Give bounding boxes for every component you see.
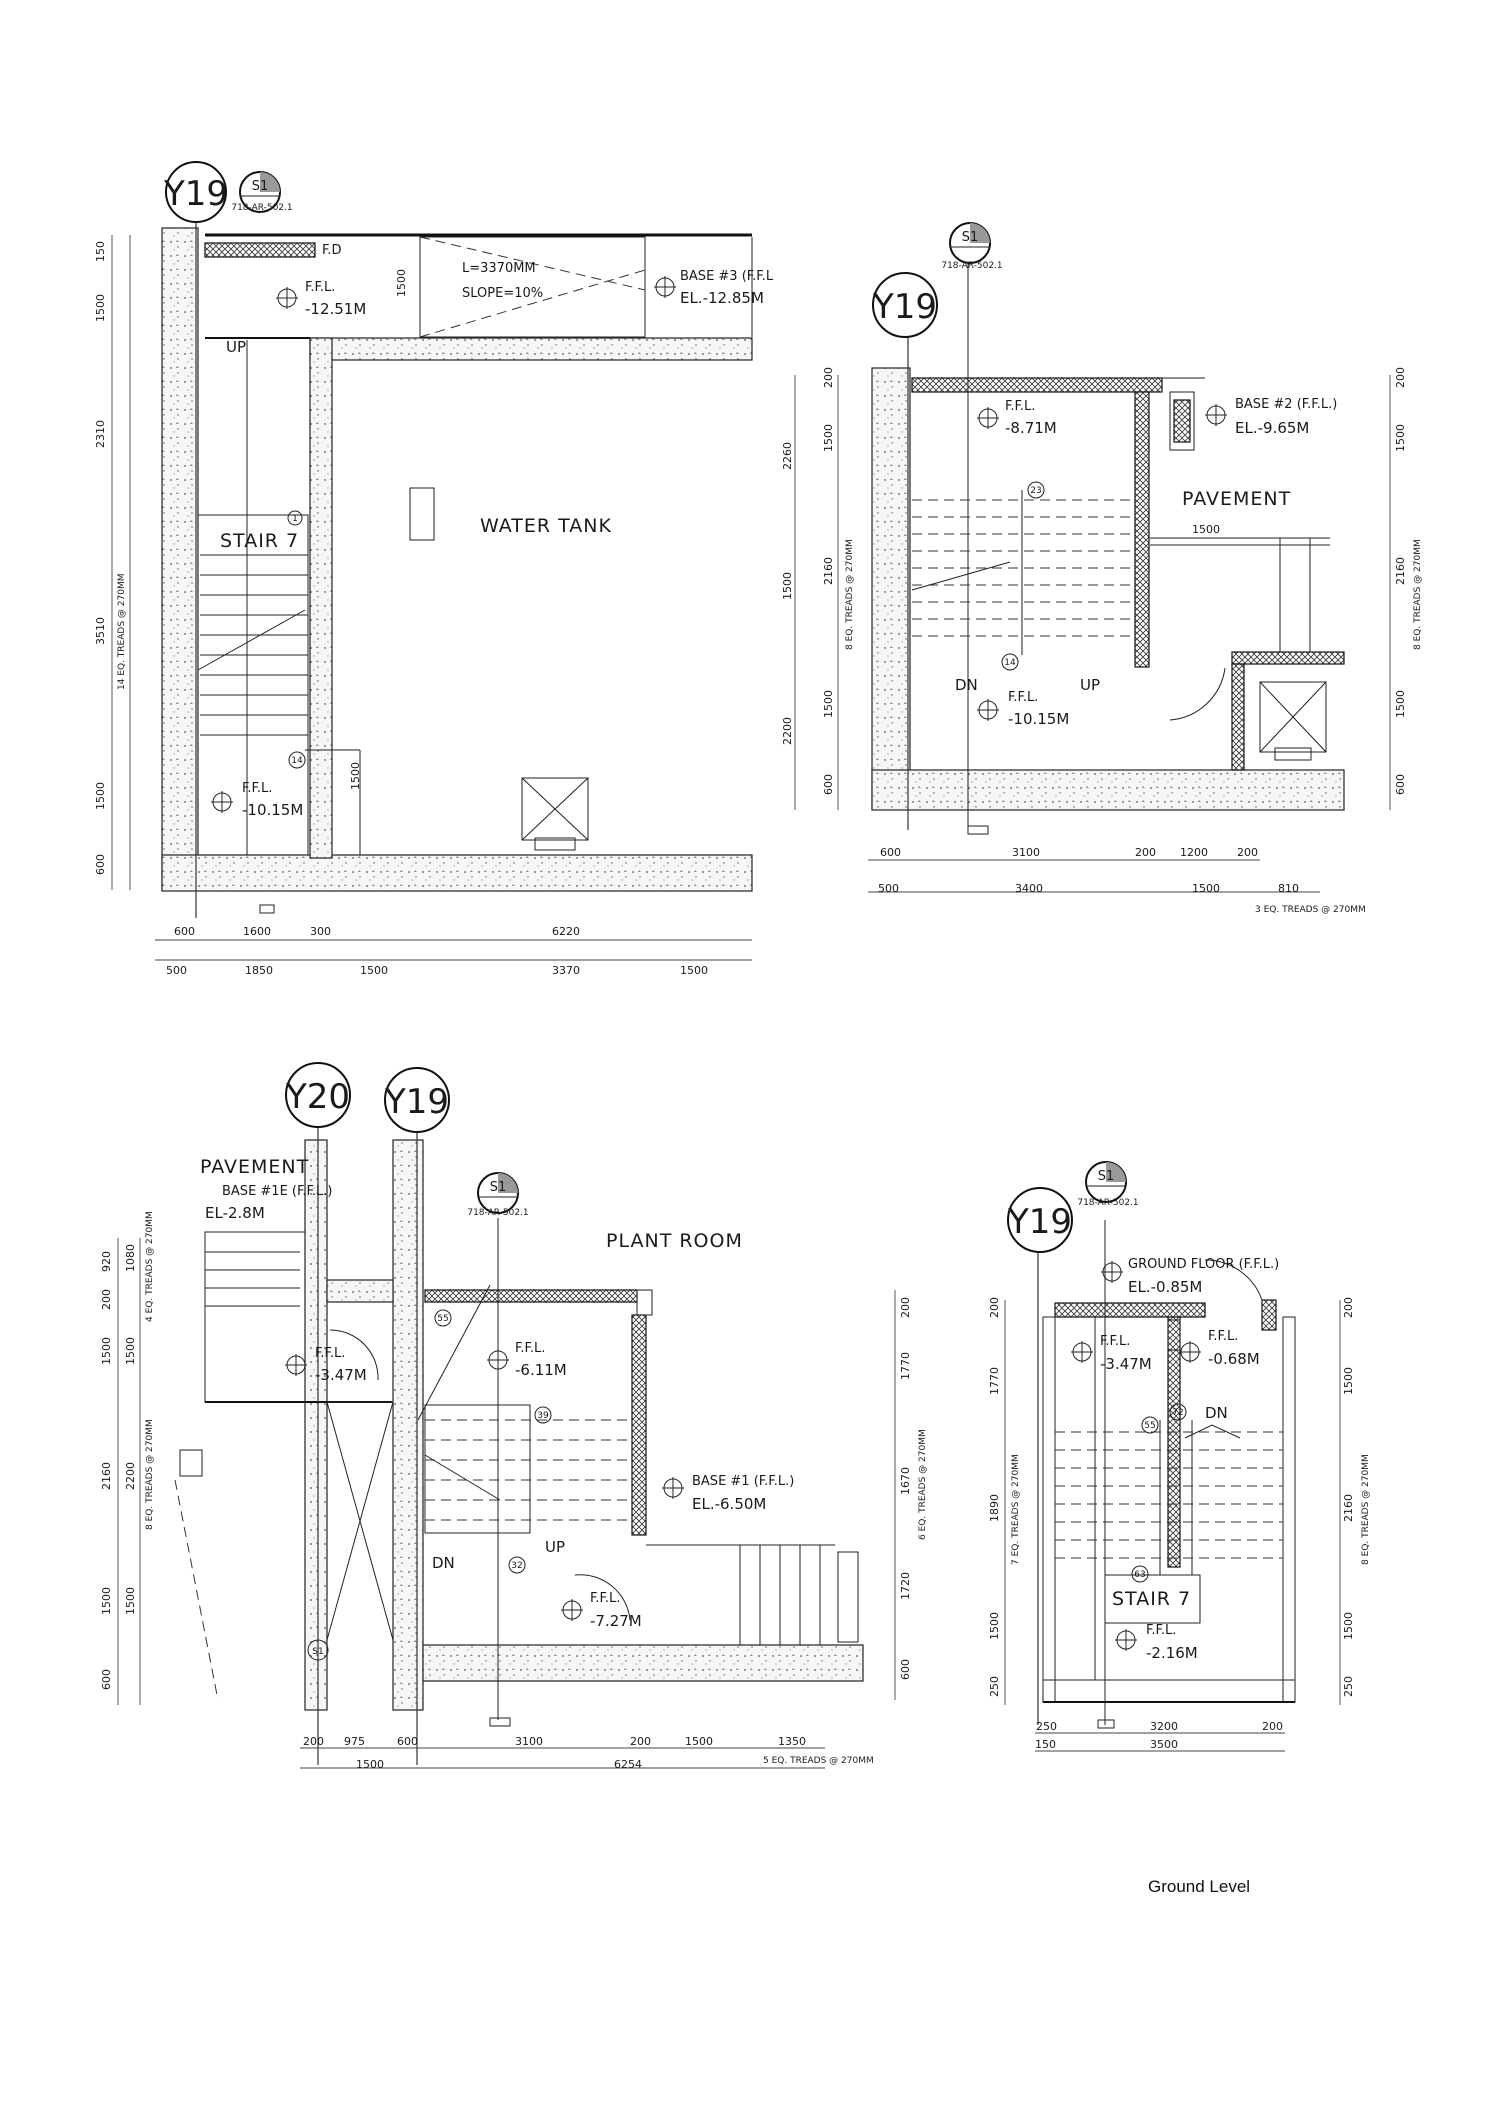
svg-text:150: 150 <box>94 241 107 262</box>
plan-a-vertical-dims <box>94 241 127 875</box>
plan-d-node-63: 63 <box>1134 1570 1146 1580</box>
plan-c-up: UP <box>545 1538 566 1556</box>
plan-b-stair-treads <box>912 500 1135 636</box>
plan-d-gf-label: GROUND FLOOR (F.F.L.) <box>1128 1257 1280 1272</box>
plan-b-room-label: PAVEMENT <box>1182 488 1292 510</box>
sheet-caption: Ground Level <box>1148 1877 1251 1896</box>
svg-text:S1: S1 <box>489 1180 507 1195</box>
svg-text:6 EQ. TREADS @ 270MM: 6 EQ. TREADS @ 270MM <box>918 1429 928 1540</box>
svg-text:2160: 2160 <box>1394 557 1407 585</box>
plan-d-node-72: 72 <box>1172 1408 1184 1418</box>
svg-text:1500: 1500 <box>100 1337 113 1365</box>
svg-text:500: 500 <box>878 882 899 895</box>
plan-c-node-39: 39 <box>537 1411 549 1421</box>
svg-text:150: 150 <box>1035 1738 1056 1751</box>
svg-text:1500: 1500 <box>356 1758 384 1771</box>
svg-text:200: 200 <box>1237 846 1258 859</box>
svg-text:1350: 1350 <box>778 1735 806 1748</box>
plan-c-ffl-c-label: F.F.L. <box>590 1591 621 1606</box>
plan-c-bottom-dims <box>303 1735 874 1771</box>
plan-d-ffl-c-label: F.F.L. <box>1146 1623 1177 1638</box>
svg-text:200: 200 <box>630 1735 651 1748</box>
svg-text:8 EQ. TREADS @ 270MM: 8 EQ. TREADS @ 270MM <box>845 539 855 650</box>
plan-b-base-value: EL.-9.65M <box>1235 419 1310 437</box>
svg-text:3100: 3100 <box>515 1735 543 1748</box>
plan-a-ramp-slope: SLOPE=10% <box>462 286 544 301</box>
plan-d-right-dims <box>1342 1297 1371 1697</box>
plan-d-dn: DN <box>1205 1404 1228 1422</box>
svg-text:718-AR-502.1: 718-AR-502.1 <box>941 261 1003 271</box>
svg-text:200: 200 <box>100 1289 113 1310</box>
svg-text:1500: 1500 <box>124 1587 137 1615</box>
plan-c-small-section: S1 <box>312 1647 324 1657</box>
svg-text:200: 200 <box>1135 846 1156 859</box>
svg-text:250: 250 <box>1036 1720 1057 1733</box>
plan-c <box>100 1063 928 1771</box>
plan-d-north-wall <box>1055 1303 1205 1317</box>
plan-c-right-dims <box>899 1297 928 1680</box>
svg-text:600: 600 <box>1394 774 1407 795</box>
svg-text:1890: 1890 <box>988 1494 1001 1522</box>
svg-text:6220: 6220 <box>552 925 580 938</box>
plan-c-base1-value: EL.-6.50M <box>692 1495 767 1513</box>
plan-d-left-dims <box>988 1297 1021 1697</box>
plan-b-ffl-top-label: F.F.L. <box>1005 399 1036 414</box>
plan-d-grid-label: Y19 <box>1007 1202 1073 1242</box>
svg-text:250: 250 <box>988 1676 1001 1697</box>
svg-text:2200: 2200 <box>781 717 794 745</box>
svg-text:300: 300 <box>310 925 331 938</box>
plan-c-south-wall <box>423 1645 863 1681</box>
plan-a-section-mark <box>231 172 292 213</box>
svg-text:600: 600 <box>822 774 835 795</box>
svg-text:3 EQ. TREADS @ 270MM: 3 EQ. TREADS @ 270MM <box>1255 905 1366 915</box>
svg-text:1850: 1850 <box>245 964 273 977</box>
svg-text:1600: 1600 <box>243 925 271 938</box>
svg-text:1500: 1500 <box>94 294 107 322</box>
svg-text:2160: 2160 <box>1342 1494 1355 1522</box>
plan-b-south-wall <box>872 770 1344 810</box>
svg-text:1200: 1200 <box>1180 846 1208 859</box>
plan-d-bottom-dims <box>1035 1720 1283 1751</box>
svg-text:3100: 3100 <box>1012 846 1040 859</box>
plan-d-ffl-b-label: F.F.L. <box>1208 1329 1239 1344</box>
plan-a-ffl-top-label: F.F.L. <box>305 280 336 295</box>
plan-d-ffl-b-value: -0.68M <box>1208 1350 1260 1368</box>
plan-a-node-bottom: 14 <box>291 756 303 766</box>
svg-text:250: 250 <box>1342 1676 1355 1697</box>
plan-b-ffl-top-value: -8.71M <box>1005 419 1057 437</box>
svg-text:200: 200 <box>988 1297 1001 1318</box>
plan-a-base-value: EL.-12.85M <box>680 289 764 307</box>
plan-b-left-dims <box>781 367 855 795</box>
plan-c-ffl-c-value: -7.27M <box>590 1612 642 1630</box>
plan-b-ffl-bottom-value: -10.15M <box>1008 710 1070 728</box>
plan-c-pavement: PAVEMENT <box>200 1156 310 1178</box>
svg-text:600: 600 <box>397 1735 418 1748</box>
svg-text:600: 600 <box>880 846 901 859</box>
plan-c-ffl-b-label: F.F.L. <box>515 1341 546 1356</box>
svg-text:1670: 1670 <box>899 1467 912 1495</box>
plan-c-core-wall <box>632 1315 646 1535</box>
plan-b-bottom-dims <box>878 846 1366 915</box>
svg-text:1500: 1500 <box>781 572 794 600</box>
svg-text:S1: S1 <box>251 179 269 194</box>
plan-b <box>781 223 1423 915</box>
plan-a-tank-west-wall <box>310 338 332 858</box>
svg-text:1500: 1500 <box>1394 424 1407 452</box>
svg-text:600: 600 <box>174 925 195 938</box>
plan-c-node-32: 32 <box>511 1561 523 1571</box>
plan-b-dn: DN <box>955 676 978 694</box>
svg-text:810: 810 <box>1278 882 1299 895</box>
plan-b-section-mark <box>941 223 1002 271</box>
plan-b-node-top: 23 <box>1030 486 1042 496</box>
plan-b-lift-north-wall <box>1232 652 1344 664</box>
svg-text:975: 975 <box>344 1735 365 1748</box>
svg-text:1500: 1500 <box>1192 882 1220 895</box>
plan-b-grid-label: Y19 <box>872 287 938 327</box>
svg-text:1500: 1500 <box>94 782 107 810</box>
svg-text:1500: 1500 <box>395 269 408 297</box>
svg-text:1080: 1080 <box>124 1244 137 1272</box>
svg-text:3400: 3400 <box>1015 882 1043 895</box>
plan-a-ffl-top-value: -12.51M <box>305 300 367 318</box>
plan-a-node-top: 1 <box>292 514 298 524</box>
plan-d-ffl-a-label: F.F.L. <box>1100 1334 1131 1349</box>
plan-b-core-wall <box>1135 392 1149 667</box>
plan-a-fd: F.D <box>322 243 342 258</box>
plan-c-ffl-a-value: -3.47M <box>315 1366 367 1384</box>
svg-text:1500: 1500 <box>988 1612 1001 1640</box>
plan-d-ffl-c-value: -2.16M <box>1146 1644 1198 1662</box>
svg-text:200: 200 <box>1262 1720 1283 1733</box>
svg-text:500: 500 <box>166 964 187 977</box>
plan-b-node-bottom: 14 <box>1004 658 1016 668</box>
svg-text:600: 600 <box>100 1669 113 1690</box>
svg-text:1500: 1500 <box>360 964 388 977</box>
svg-text:1770: 1770 <box>988 1367 1001 1395</box>
svg-text:718-AR-502.1: 718-AR-502.1 <box>231 203 293 213</box>
plan-c-stair-treads <box>425 1420 632 1520</box>
plan-c-base1e-label: BASE #1E (F.F.L.) <box>222 1184 333 1199</box>
svg-text:14 EQ. TREADS @ 270MM: 14 EQ. TREADS @ 270MM <box>117 573 127 690</box>
plan-c-grid-label-a: Y20 <box>285 1077 351 1117</box>
svg-text:1500: 1500 <box>1342 1612 1355 1640</box>
svg-text:920: 920 <box>100 1251 113 1272</box>
plan-a-stair-treads <box>200 555 308 735</box>
svg-text:1500: 1500 <box>100 1587 113 1615</box>
svg-text:718-AR-502.1: 718-AR-502.1 <box>1077 1198 1139 1208</box>
plan-a-grid-label: Y19 <box>163 174 229 214</box>
svg-text:200: 200 <box>303 1735 324 1748</box>
plan-a-stair-label: STAIR 7 <box>220 530 300 552</box>
plan-c-mid-wall <box>393 1140 423 1710</box>
svg-text:1770: 1770 <box>899 1352 912 1380</box>
plan-c-room-label: PLANT ROOM <box>606 1230 743 1252</box>
svg-text:2160: 2160 <box>822 557 835 585</box>
plan-d-stair-label: STAIR 7 <box>1112 1588 1192 1610</box>
plan-c-base1-label: BASE #1 (F.F.L.) <box>692 1474 795 1489</box>
plan-c-base1e-value: EL-2.8M <box>205 1204 265 1222</box>
plan-a-base-label: BASE #3 (F.F.L <box>680 269 774 284</box>
plan-c-left-dims <box>100 1211 155 1690</box>
plan-a-ffl-bottom-value: -10.15M <box>242 801 304 819</box>
svg-text:2260: 2260 <box>781 442 794 470</box>
plan-c-dn: DN <box>432 1554 455 1572</box>
svg-text:200: 200 <box>1342 1297 1355 1318</box>
svg-text:3370: 3370 <box>552 964 580 977</box>
svg-text:3510: 3510 <box>94 617 107 645</box>
plan-a-tank-north-wall <box>310 338 752 360</box>
svg-text:S1: S1 <box>961 230 979 245</box>
plan-d-section-mark <box>1077 1162 1138 1208</box>
plan-b-base-label: BASE #2 (F.F.L.) <box>1235 397 1338 412</box>
svg-text:1500: 1500 <box>349 762 362 790</box>
plan-a-up: UP <box>226 338 247 356</box>
svg-text:1500: 1500 <box>1342 1367 1355 1395</box>
svg-text:8 EQ. TREADS @ 270MM: 8 EQ. TREADS @ 270MM <box>145 1419 155 1530</box>
svg-text:4 EQ. TREADS @ 270MM: 4 EQ. TREADS @ 270MM <box>145 1211 155 1322</box>
svg-text:200: 200 <box>1394 367 1407 388</box>
plan-c-node-55: 55 <box>437 1314 449 1324</box>
plan-a-top-slab <box>205 243 315 257</box>
plan-d-core-wall <box>1168 1317 1180 1567</box>
svg-text:S1: S1 <box>1097 1169 1115 1184</box>
plan-b-right-dims <box>1394 367 1423 795</box>
svg-text:8 EQ. TREADS @ 270MM: 8 EQ. TREADS @ 270MM <box>1413 539 1423 650</box>
plan-a-room-label: WATER TANK <box>480 515 612 537</box>
svg-text:6254: 6254 <box>614 1758 642 1771</box>
plan-c-ffl-b-value: -6.11M <box>515 1361 567 1379</box>
plan-a-ffl-bottom-label: F.F.L. <box>242 781 273 796</box>
plan-c-north-wall <box>425 1290 637 1302</box>
svg-text:200: 200 <box>899 1297 912 1318</box>
svg-text:1500: 1500 <box>124 1337 137 1365</box>
plan-b-up: UP <box>1080 676 1101 694</box>
plan-a <box>94 162 774 977</box>
plan-b-west-wall <box>872 368 910 808</box>
svg-text:1720: 1720 <box>899 1572 912 1600</box>
svg-text:1500: 1500 <box>680 964 708 977</box>
svg-text:3200: 3200 <box>1150 1720 1178 1733</box>
svg-text:8 EQ. TREADS @ 270MM: 8 EQ. TREADS @ 270MM <box>1361 1454 1371 1565</box>
svg-text:3500: 3500 <box>1150 1738 1178 1751</box>
plan-a-horizontal-dims <box>166 925 708 977</box>
plan-c-section-mark <box>467 1173 528 1218</box>
svg-text:1500: 1500 <box>822 690 835 718</box>
plan-d-node-55: 55 <box>1144 1421 1156 1431</box>
plan-d-ffl-a-value: -3.47M <box>1100 1355 1152 1373</box>
plan-b-ffl-bottom-label: F.F.L. <box>1008 690 1039 705</box>
svg-text:1500: 1500 <box>1394 690 1407 718</box>
svg-text:600: 600 <box>94 854 107 875</box>
svg-text:1500: 1500 <box>822 424 835 452</box>
svg-text:1500: 1500 <box>1192 523 1220 536</box>
svg-text:2160: 2160 <box>100 1462 113 1490</box>
svg-text:2310: 2310 <box>94 420 107 448</box>
svg-text:718-AR-502.1: 718-AR-502.1 <box>467 1208 529 1218</box>
plan-a-west-wall <box>162 228 198 890</box>
plan-d-gf-value: EL.-0.85M <box>1128 1278 1203 1296</box>
svg-text:600: 600 <box>899 1659 912 1680</box>
plan-c-west-wall <box>305 1140 327 1710</box>
svg-text:200: 200 <box>822 367 835 388</box>
plan-a-south-wall <box>162 855 752 891</box>
svg-text:2200: 2200 <box>124 1462 137 1490</box>
svg-text:5 EQ. TREADS @ 270MM: 5 EQ. TREADS @ 270MM <box>763 1756 874 1766</box>
plan-c-grid-label-b: Y19 <box>384 1082 450 1122</box>
plan-a-ramp-length: L=3370MM <box>462 261 536 276</box>
plan-a-tank-hatch <box>410 488 434 540</box>
svg-text:7 EQ. TREADS @ 270MM: 7 EQ. TREADS @ 270MM <box>1011 1454 1021 1565</box>
plan-c-ffl-a-label: F.F.L. <box>315 1346 346 1361</box>
plan-d <box>988 1162 1371 1751</box>
svg-text:1500: 1500 <box>685 1735 713 1748</box>
plan-b-north-wall <box>912 378 1162 392</box>
